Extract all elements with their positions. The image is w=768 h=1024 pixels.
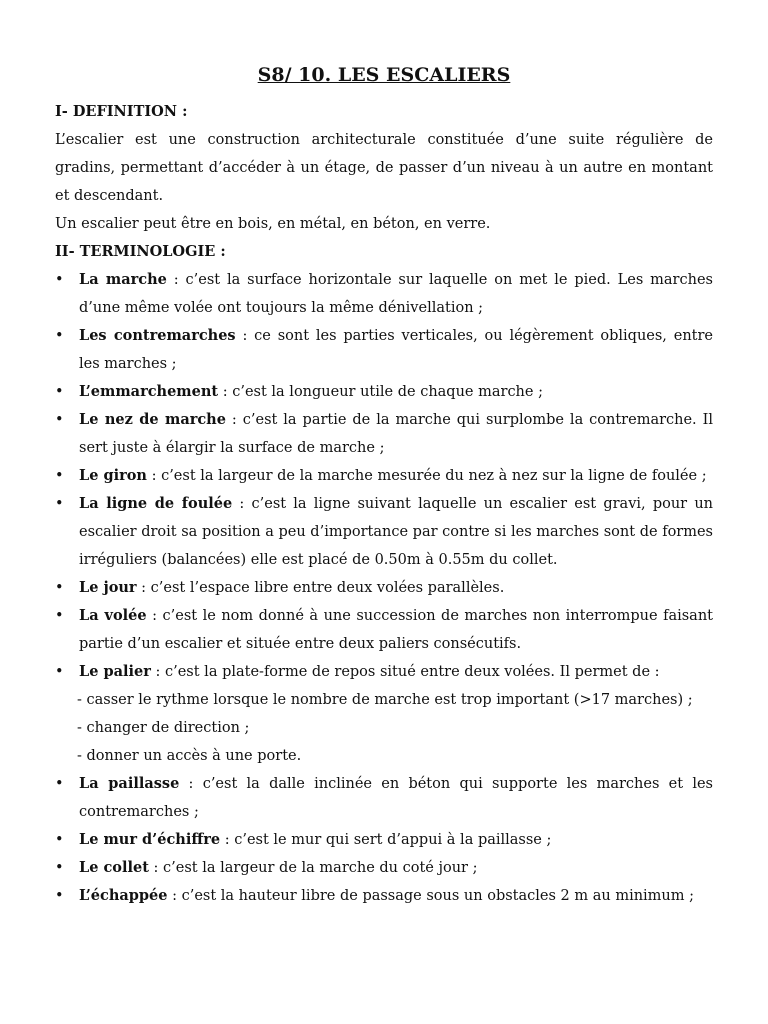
list-item <box>55 462 713 490</box>
terminology-list <box>55 266 713 686</box>
list-item <box>55 602 713 658</box>
term-definition: : c’est la largeur de la marche mesurée du nez à nez sur la ligne de foulée ; <box>146 468 707 484</box>
term-definition: : c’est l’espace libre entre deux volées parallèles. <box>136 580 505 596</box>
term-definition: : c’est la largeur de la marche du coté jour ; <box>148 860 478 876</box>
term-definition: : c’est la hauteur libre de passage sous un obstacles 2 m au minimum ; <box>167 888 695 904</box>
term-definition: : c’est la ligne suivant laquelle un escalier est gravi, pour un escalier droit sa position a peu d’importance par contre si les marches sont de formes irréguliers (balancées) elle est placé de 0.50m à 0.55m du collet. <box>79 496 713 568</box>
list-item <box>55 378 713 406</box>
bullet-icon: • <box>55 468 64 484</box>
term-definition: : c’est la plate-forme de repos situé entre deux volées. Il permet de : <box>150 664 660 680</box>
term-label: Le giron <box>79 467 147 484</box>
bullet-icon: • <box>55 580 64 596</box>
term-label: La paillasse <box>79 775 180 792</box>
bullet-icon: • <box>55 328 64 344</box>
bullet-icon: • <box>55 664 64 680</box>
palier-subitem: - changer de direction ; <box>77 720 250 736</box>
page-title: S8/ 10. LES ESCALIERS <box>257 64 511 86</box>
list-item <box>55 406 713 462</box>
bullet-icon: • <box>55 860 64 876</box>
palier-subitem: - casser le rythme lorsque le nombre de marche est trop important (>17 marches) ; <box>77 692 693 708</box>
term-label: Les contremarches <box>79 327 236 344</box>
term-definition: : c’est le nom donné à une succession de marches non interrompue faisant partie d’un escalier et située entre deux paliers consécutifs. <box>79 608 713 652</box>
term-definition: : ce sont les parties verticales, ou légèrement obliques, entre les marches ; <box>79 328 714 372</box>
term-label: L’échappée <box>79 887 168 904</box>
terminology-list-continued <box>55 770 713 910</box>
section-terminology-heading: II- TERMINOLOGIE : <box>55 243 226 260</box>
bullet-icon: • <box>55 888 64 904</box>
term-label: La marche <box>79 271 167 288</box>
palier-subitem: - donner un accès à une porte. <box>77 748 302 764</box>
term-label: Le mur d’échiffre <box>79 831 221 848</box>
section-definition-heading: I- DEFINITION : <box>55 103 188 120</box>
term-definition: : c’est le mur qui sert d’appui à la paillasse ; <box>220 832 552 848</box>
term-definition: : c’est la surface horizontale sur laquelle on met le pied. Les marches d’une même volée ont toujours la même dénivellation ; <box>79 272 713 316</box>
list-item <box>55 770 713 826</box>
list-item <box>55 322 713 378</box>
term-label: L’emmarchement <box>79 383 219 400</box>
list-item <box>55 882 713 910</box>
list-item <box>55 490 713 574</box>
term-label: Le jour <box>79 579 137 596</box>
bullet-icon: • <box>55 776 64 792</box>
list-item <box>55 658 713 686</box>
term-definition: : c’est la dalle inclinée en béton qui supporte les marches et les contremarches ; <box>79 776 713 820</box>
term-label: Le nez de marche <box>79 411 226 428</box>
materials-paragraph: Un escalier peut être en bois, en métal, en béton, en verre. <box>55 216 491 232</box>
term-label: Le palier <box>79 663 151 680</box>
list-item <box>55 854 713 882</box>
term-definition: : c’est la longueur utile de chaque marche ; <box>218 384 543 400</box>
term-label: Le collet <box>79 859 149 876</box>
list-item <box>55 574 713 602</box>
definition-paragraph: L’escalier est une construction architecturale constituée d’une suite régulière de gradins, permettant d’accéder à un étage, de passer d’un niveau à un autre en montant et descendant. <box>55 132 713 204</box>
list-item <box>55 266 713 322</box>
document-page <box>55 62 713 910</box>
bullet-icon: • <box>55 412 64 428</box>
term-definition: : c’est la partie de la marche qui surplombe la contremarche. Il sert juste à élargir la surface de marche ; <box>79 412 713 456</box>
list-item <box>55 826 713 854</box>
term-label: La volée <box>79 607 147 624</box>
bullet-icon: • <box>55 272 64 288</box>
bullet-icon: • <box>55 832 64 848</box>
bullet-icon: • <box>55 384 64 400</box>
bullet-icon: • <box>55 496 64 512</box>
bullet-icon: • <box>55 608 64 624</box>
term-label: La ligne de foulée <box>79 495 233 512</box>
